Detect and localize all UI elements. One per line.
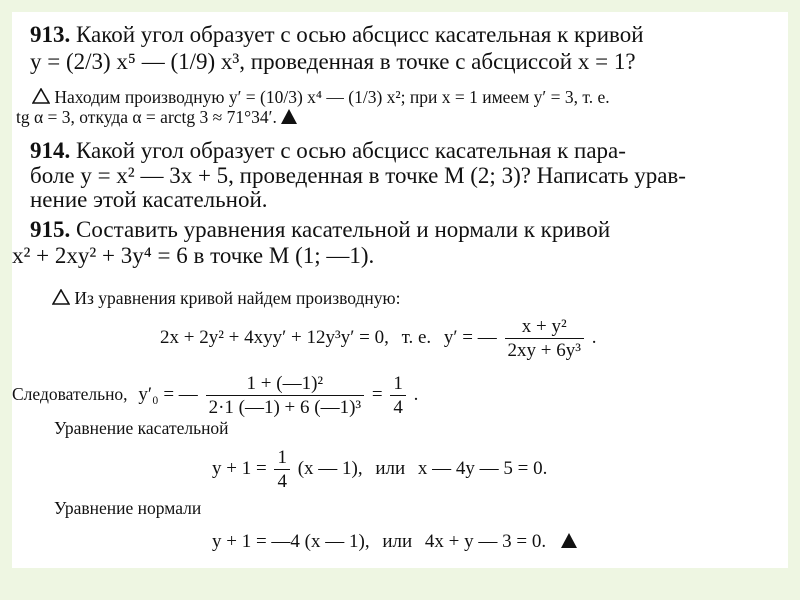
triangle-filled-icon [281, 109, 297, 124]
tangent-left: y + 1 = [212, 457, 267, 479]
solution-915-intro [52, 289, 400, 308]
solution-913-text2: tg α = 3, откуда α = arctg 3 ≈ 71°34′. [16, 107, 277, 127]
derivative-eq-te: т. е. [401, 326, 432, 348]
problem-915-line2: x² + 2xy² + 3y⁴ = 6 в точке M (1; —1). [12, 243, 375, 268]
tangent-right: (x — 1), [297, 457, 363, 479]
tangent-fraction [274, 448, 290, 491]
tangent-equation [212, 448, 547, 491]
triangle-filled-icon [561, 533, 577, 548]
derivative-eq-end: . [591, 326, 597, 348]
slope-end: . [413, 383, 419, 405]
consequence-line [12, 374, 418, 417]
problem-914-line2: боле y = x² — 3x + 5, проведенная в точке M (2; 3)? Написать урав- [30, 163, 686, 188]
problem-913-line2: y = (2/3) x⁵ — (1/9) x³, проведенная в точке с абсциссой x = 1? [30, 49, 636, 74]
problem-914-line3: нение этой касательной. [30, 187, 268, 212]
solution-915-intro-text: Из уравнения кривой найдем производную: [74, 288, 401, 308]
slope-result-denominator: 4 [393, 397, 403, 418]
derivative-eq-y: y′ = — [443, 326, 497, 348]
slope-fraction-numerator: 1 + (—1)² [206, 374, 365, 396]
problem-915-number: 915. [30, 217, 71, 242]
normal-equation [212, 532, 577, 551]
derivative-fraction [505, 317, 584, 360]
problem-914-text1: Какой угол образует с осью абсцисс касательная к пара- [76, 138, 626, 163]
problem-913-text1: Какой угол образует с осью абсцисс касательная к кривой [76, 22, 644, 47]
y0-label: y′₀ = — [138, 383, 198, 405]
triangle-outline-icon [32, 88, 50, 104]
triangle-outline-icon [52, 289, 70, 305]
normal-title: Уравнение нормали [54, 498, 202, 518]
consequence-word: Следовательно, [12, 383, 128, 404]
derivative-equation [160, 317, 596, 360]
normal-alt: 4x + y — 3 = 0. [424, 531, 547, 552]
slope-equals: = [371, 383, 383, 405]
tangent-or: или [375, 457, 406, 479]
slide [12, 12, 788, 568]
problem-914-line1 [30, 139, 626, 162]
derivative-eq-left: 2x + 2y² + 4xyy′ + 12y³y′ = 0, [160, 326, 389, 348]
normal-or: или [382, 531, 413, 552]
normal-eq: y + 1 = —4 (x — 1), [212, 531, 370, 552]
solution-913-line1 [32, 88, 610, 107]
problem-915-text1: Составить уравнения касательной и нормали к кривой [76, 217, 611, 242]
problem-913-number: 913. [30, 22, 71, 47]
problem-913-line1 [30, 23, 644, 46]
slope-result-fraction [390, 374, 406, 417]
problem-915-line1 [30, 218, 610, 241]
tangent-title: Уравнение касательной [54, 418, 229, 438]
tangent-fraction-numerator: 1 [274, 448, 290, 470]
slope-fraction-denominator: 2·1 (—1) + 6 (—1)³ [208, 397, 362, 418]
solution-913-text1: Находим производную y′ = (10/3) x⁴ — (1/3) x²; при x = 1 имеем y′ = 3, т. е. [54, 87, 610, 107]
tangent-fraction-denominator: 4 [277, 471, 287, 492]
slope-fraction [206, 374, 365, 417]
derivative-fraction-denominator: 2xy + 6y³ [507, 340, 581, 361]
slope-result-numerator: 1 [390, 374, 406, 396]
derivative-fraction-numerator: x + y² [505, 317, 584, 339]
tangent-alt: x — 4y — 5 = 0. [417, 457, 548, 479]
solution-913-line2 [16, 109, 297, 127]
problem-914-number: 914. [30, 138, 71, 163]
